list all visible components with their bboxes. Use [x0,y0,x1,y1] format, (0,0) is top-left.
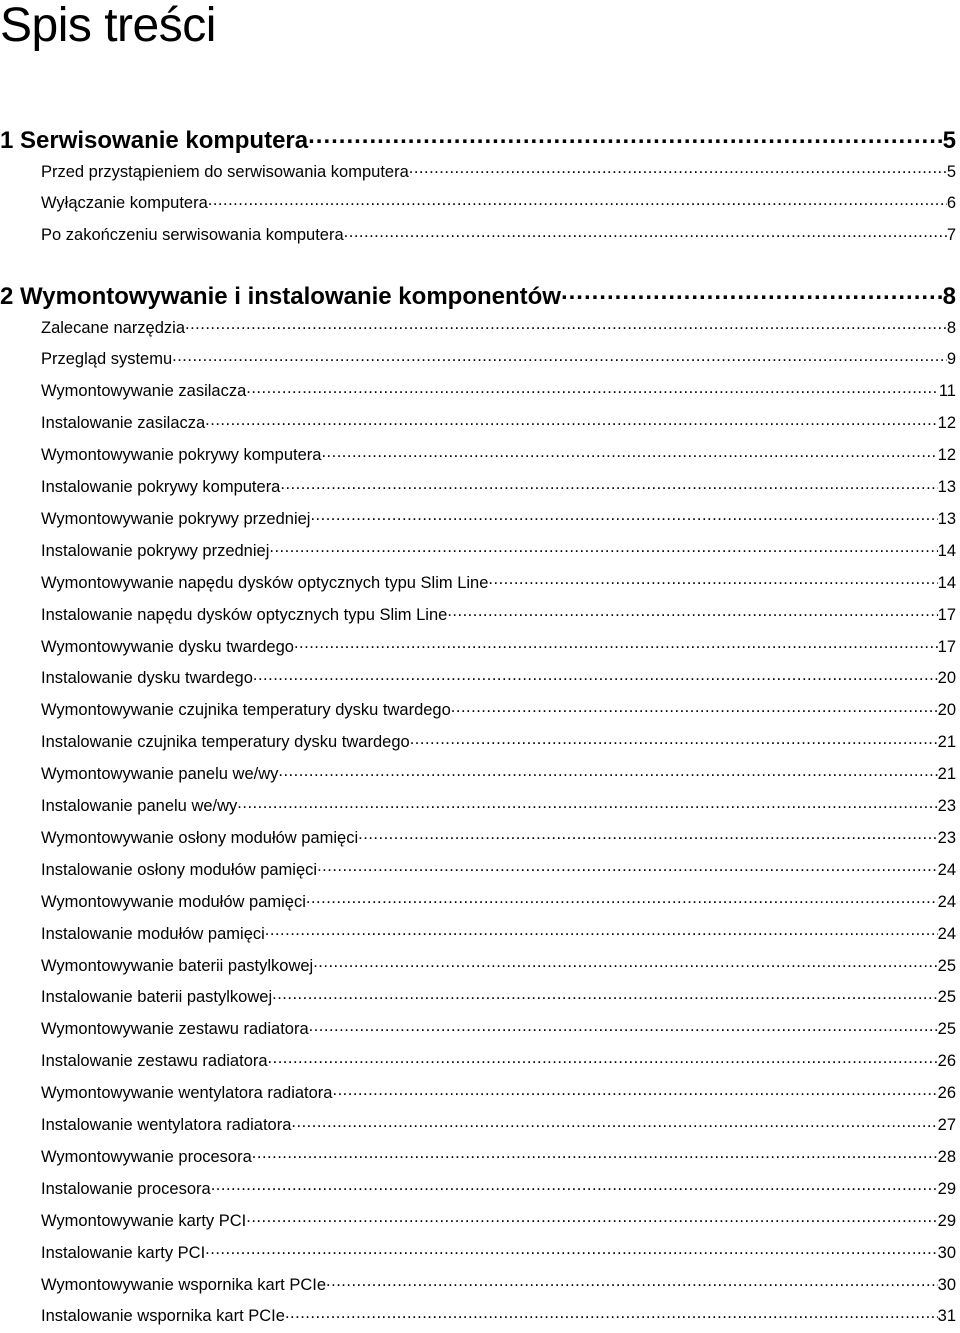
toc-dot-leader [268,1050,938,1067]
toc-section-entry[interactable] [41,1305,956,1327]
toc-dot-leader [409,160,947,177]
toc-section-entry[interactable] [41,160,956,182]
toc-page-number: 5 [942,127,956,154]
toc-entry-label: Instalowanie napędu dysków optycznych typu Slim Line [41,605,448,624]
toc-section-entry[interactable] [41,922,956,944]
toc-entry-label: Wymontowywanie zestawu radiatora [41,1020,309,1039]
toc-page-number: 24 [937,892,956,911]
toc-dot-leader [561,280,943,304]
toc-page-number: 24 [937,860,956,879]
toc-entry-label: Wymontowywanie panelu we/wy [41,765,279,784]
toc-dot-leader [291,1114,937,1131]
toc-dot-leader [488,571,937,588]
toc-dot-leader [205,1241,937,1258]
toc-page-number: 21 [937,733,956,752]
toc-page-number: 23 [937,797,956,815]
toc-entry-label: Wymontowywanie procesora [41,1147,252,1166]
toc-section-entry[interactable] [41,858,956,880]
toc-section-entry[interactable] [41,954,956,976]
toc-section-entry[interactable] [41,603,956,625]
toc-chapter-entry[interactable] [0,124,956,154]
toc-entry-label: Wymontowywanie pokrywy przedniej [41,509,311,528]
toc-section-entry[interactable] [41,1209,956,1231]
toc-section-entry[interactable] [41,986,956,1008]
toc-page-number: 14 [937,573,956,592]
toc-entry-label: Instalowanie procesora [41,1179,211,1198]
toc-dot-leader [185,316,947,333]
toc-section-entry[interactable] [41,316,956,338]
toc-page-number: 17 [937,605,956,624]
toc-entry-label: Przed przystąpieniem do serwisowania komputera [41,162,409,181]
toc-entry-label: Instalowanie wentylatora radiatora [41,1116,292,1134]
toc-page-number: 8 [942,283,956,310]
toc-section-entry[interactable] [41,444,956,466]
toc-dot-leader [252,1145,938,1162]
toc-entry-label: Wymontowywanie wspornika kart PCIe [41,1275,327,1294]
toc-entry-label: Instalowanie pokrywy komputera [41,478,281,496]
toc-section-entry[interactable] [41,1273,956,1295]
toc-section-entry[interactable] [41,380,956,402]
toc-section-entry[interactable] [41,1018,956,1040]
toc-page-number: 5 [946,162,956,181]
toc-section-entry[interactable] [41,539,956,561]
toc-entry-label: Instalowanie zasilacza [41,414,206,433]
toc-page-number: 20 [937,669,956,688]
toc-entry-label: Wymontowywanie modułów pamięci [41,892,306,911]
toc-dot-leader [265,922,938,939]
toc-dot-leader [246,1209,937,1226]
toc-page-number: 31 [937,1307,956,1326]
toc-page-number: 27 [937,1116,956,1134]
toc-section-entry[interactable] [41,731,956,753]
toc-section-entry[interactable] [41,1114,956,1136]
toc-page-number: 13 [937,478,956,496]
toc-section-entry[interactable] [41,1050,956,1072]
toc-section-entry[interactable] [41,795,956,817]
toc-page-number: 14 [937,541,956,560]
toc-dot-leader [321,444,937,461]
toc-entry-label: Zalecane narzędzia [41,318,186,337]
toc-section-entry[interactable] [41,1145,956,1167]
toc-section-entry[interactable] [41,890,956,912]
toc-dot-leader [285,1305,938,1322]
toc-page-number: 29 [937,1179,956,1198]
toc-page-number: 25 [937,1020,956,1039]
toc-section-entry[interactable] [41,763,956,785]
toc-dot-leader [309,1018,938,1035]
toc-section-entry[interactable] [41,348,956,370]
page-title: Spis treści [0,0,216,52]
toc-page-number: 30 [937,1243,956,1262]
toc-page-number: 20 [937,701,956,720]
toc-page-number: 11 [938,382,956,401]
toc-dot-leader [344,224,947,241]
toc-page-number: 6 [946,194,956,213]
toc-section-entry[interactable] [41,571,956,593]
toc-entry-label: Instalowanie baterii pastylkowej [41,988,273,1007]
toc-entry-label: Instalowanie wspornika kart PCIe [41,1307,285,1326]
toc-page-number: 12 [937,414,956,433]
toc-dot-leader [451,699,938,716]
toc-page-number: 7 [946,226,956,245]
toc-dot-leader [246,380,939,397]
toc-entry-label: Wymontowywanie osłony modułów pamięci [41,828,359,847]
toc-dot-leader [447,603,937,620]
toc-entry-label: Instalowanie czujnika temperatury dysku twardego [41,733,410,752]
toc-dot-leader [332,1082,937,1099]
toc-dot-leader [208,192,947,209]
toc-section-entry[interactable] [41,224,956,246]
toc-page-number: 13 [937,509,956,528]
toc-entry-label: Instalowanie dysku twardego [41,669,253,688]
toc-section-entry[interactable] [41,1082,956,1104]
toc-entry-label: Instalowanie modułów pamięci [41,924,265,943]
toc-entry-label: Instalowanie panelu we/wy [41,797,238,815]
toc-entry-label: Wyłączanie komputera [41,194,208,213]
toc-page-number: 30 [937,1275,956,1294]
toc-entry-label: Instalowanie zestawu radiatora [41,1052,268,1071]
toc-entry-label: Po zakończeniu serwisowania komputera [41,226,344,245]
toc-section-entry[interactable] [41,667,956,689]
toc-dot-leader [237,795,937,812]
toc-dot-leader [308,124,943,148]
toc-dot-leader [253,667,938,684]
toc-section-entry[interactable] [41,476,956,498]
toc-entry-label: 2 Wymontowywanie i instalowanie komponentów [0,283,561,310]
toc-page-number: 21 [937,765,956,784]
toc-section-entry[interactable] [41,192,956,214]
toc-page-number: 24 [937,924,956,943]
toc-dot-leader [205,412,937,429]
toc-entry-label: Wymontowywanie czujnika temperatury dysku twardego [41,701,451,720]
toc-entry-label: Wymontowywanie pokrywy komputera [41,446,322,465]
toc-entry-label: Wymontowywanie dysku twardego [41,637,294,656]
toc-section-entry[interactable] [41,699,956,721]
toc-section-entry[interactable] [41,1241,956,1263]
toc-chapter-entry[interactable] [0,280,956,310]
toc-page-number: 26 [937,1084,956,1103]
toc-dot-leader [317,858,938,875]
toc-entry-label: Wymontowywanie baterii pastylkowej [41,956,314,975]
toc-page-number: 8 [946,318,956,337]
toc-dot-leader [313,954,937,971]
toc-entry-label: 1 Serwisowanie komputera [0,127,309,154]
toc-dot-leader [272,986,938,1003]
toc-section-entry[interactable] [41,635,956,657]
toc-entry-label: Instalowanie pokrywy przedniej [41,541,270,560]
toc-dot-leader [211,1177,938,1194]
toc-entry-label: Wymontowywanie karty PCI [41,1211,247,1230]
toc-dot-leader [294,635,938,652]
toc-page-number: 12 [937,446,956,465]
toc-dot-leader [172,348,947,365]
toc-entry-label: Instalowanie karty PCI [41,1243,206,1262]
toc-section-entry[interactable] [41,507,956,529]
toc-section-entry[interactable] [41,1177,956,1199]
toc-entry-label: Instalowanie osłony modułów pamięci [41,860,318,879]
toc-page-number: 17 [937,637,956,656]
toc-section-entry[interactable] [41,412,956,434]
toc-entry-label: Wymontowywanie wentylatora radiatora [41,1084,333,1103]
toc-dot-leader [280,476,937,493]
toc-dot-leader [326,1273,938,1290]
toc-entry-label: Przegląd systemu [41,350,173,369]
toc-dot-leader [269,539,937,556]
toc-section-entry[interactable] [41,826,956,848]
toc-entry-label: Wymontowywanie zasilacza [41,382,247,401]
toc-page-number: 25 [937,988,956,1007]
toc-page-number: 26 [937,1052,956,1071]
toc-dot-leader [278,763,937,780]
toc-dot-leader [310,507,937,524]
toc-entry-label: Wymontowywanie napędu dysków optycznych typu Slim Line [41,573,489,592]
toc-page-number: 9 [946,350,956,369]
toc-dot-leader [410,731,938,748]
toc-dot-leader [306,890,938,907]
toc-page-number: 25 [937,956,956,975]
toc-page-number: 29 [937,1211,956,1230]
toc-dot-leader [358,826,937,843]
toc-page-number: 28 [937,1147,956,1166]
toc-page-number: 23 [937,828,956,847]
